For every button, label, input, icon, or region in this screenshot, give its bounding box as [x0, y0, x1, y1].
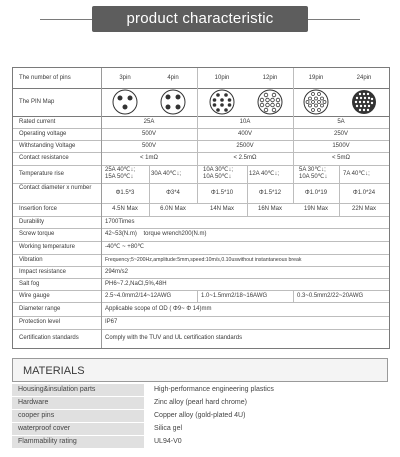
pinmap-12pin-diagram — [255, 87, 285, 117]
temperature-rise-value — [105, 165, 149, 183]
salt-fog-value: PH6~7.2,NaCl,5%,48H — [105, 280, 167, 287]
label-wire-gauge: Wire gauge — [19, 292, 50, 299]
spec-table — [12, 67, 390, 349]
row-insertion-force — [13, 203, 389, 217]
row-screw-torque — [13, 228, 389, 242]
materials-row — [12, 384, 388, 396]
column-divider — [293, 68, 294, 203]
contact-diameter-value: Φ1.5*10 — [210, 189, 234, 196]
operating-voltage-value: 400V — [237, 130, 252, 137]
contact-diameter-value: Φ1.5*12 — [258, 189, 282, 196]
row-contact-resistance — [13, 152, 389, 166]
material-value: Zinc alloy (pearl hard chrome) — [154, 399, 247, 406]
contact-resistance-value: < 1mΩ — [140, 155, 158, 161]
insertion-force-value: 14N Max — [209, 206, 234, 212]
material-part: Hardware — [12, 397, 144, 409]
insertion-force-value: 16N Max — [257, 206, 282, 212]
materials-row — [12, 397, 388, 409]
withstanding-voltage-value: 2500V — [236, 142, 254, 149]
temperature-rise-value — [343, 165, 389, 183]
column-divider — [149, 165, 150, 216]
pinmap-24pin — [339, 88, 389, 116]
materials-row — [12, 436, 388, 448]
pin-count: 10pin — [214, 74, 230, 81]
pin-count: 4pin — [167, 74, 179, 81]
contact-diameter-value: Φ1.0*24 — [352, 189, 376, 196]
pinmap-19pin — [293, 88, 339, 116]
page-title: product characteristic — [126, 10, 274, 27]
label-rated-current: Rated current — [19, 118, 56, 125]
pinmap-10pin — [197, 88, 247, 116]
label-certification: Certification standards — [19, 335, 79, 341]
temperature-rise-line: 30A 40℃↓; — [151, 170, 182, 177]
rated-current-value: 10A — [239, 118, 251, 125]
pin-count: 19pin — [308, 74, 324, 81]
column-divider — [293, 290, 294, 302]
materials-section — [12, 358, 388, 449]
label-operating-voltage: Operating voltage — [19, 130, 67, 137]
impact-resistance-value: 294m/s2 — [105, 268, 129, 275]
label-contact-diameter: Contact diameter x number — [19, 185, 92, 191]
temperature-rise-value — [151, 165, 197, 183]
materials-row — [12, 410, 388, 422]
pinmap-4pin — [149, 88, 197, 116]
material-part: cooper pins — [12, 410, 144, 422]
label-impact-resistance: Impact resistance — [19, 268, 67, 275]
material-part: Housing&insulation parts — [12, 384, 144, 396]
contact-resistance-value: < 5mΩ — [332, 155, 350, 161]
insertion-force-value: 19N Max — [303, 206, 328, 212]
materials-row — [12, 423, 388, 435]
material-value: High-performance engineering plastics — [154, 386, 274, 393]
screw-torque-value: 42~53(N.m) torque wrench200(N.m) — [105, 231, 207, 237]
temperature-rise-line: 5A 30℃↓; — [299, 167, 326, 173]
temperature-rise-line: 12A 40℃↓; — [249, 170, 280, 177]
column-divider — [247, 165, 248, 216]
row-protection-level — [13, 316, 389, 330]
row-pins — [13, 68, 389, 89]
pinmap-24pin-diagram — [349, 87, 379, 117]
pinmap-4pin-diagram — [158, 87, 188, 117]
label-working-temperature: Working temperature — [19, 244, 75, 250]
withstanding-voltage-value: 500V — [141, 142, 156, 149]
insertion-force-value: 6.0N Max — [160, 206, 186, 212]
material-value: Copper alloy (gold-plated 4U) — [154, 412, 246, 419]
row-working-temperature — [13, 241, 389, 255]
row-contact-diameter — [13, 183, 389, 204]
durability-value: 1700Times — [105, 218, 135, 225]
column-divider — [197, 68, 198, 203]
row-diameter-range — [13, 302, 389, 317]
label-diameter-range: Diameter range — [19, 305, 61, 312]
row-certification — [13, 329, 389, 349]
label-pins: The number of pins — [19, 74, 71, 81]
banner-line-left — [40, 19, 92, 20]
material-value: UL94-V0 — [154, 438, 182, 445]
rated-current-value: 25A — [143, 118, 155, 125]
column-divider — [101, 68, 102, 348]
pin-count: 24pin — [356, 74, 372, 81]
label-contact-resistance: Contact resistance — [19, 155, 69, 161]
label-insertion-force: Insertion force — [19, 206, 58, 212]
column-divider — [339, 165, 340, 216]
materials-title: MATERIALS — [12, 358, 388, 382]
pinmap-19pin-diagram — [301, 87, 331, 117]
temperature-rise-line: 7A 40℃↓; — [343, 170, 370, 177]
pinmap-12pin — [247, 88, 293, 116]
temperature-rise-value — [299, 165, 339, 183]
pin-count: 12pin — [262, 74, 278, 81]
working-temperature-value: -40℃ ~ +80℃ — [105, 244, 145, 250]
temperature-rise-value — [249, 165, 293, 183]
temperature-rise-line: 10A 30℃↓; — [203, 167, 234, 173]
protection-level-value: IP67 — [105, 319, 118, 325]
material-value: Silica gel — [154, 425, 183, 432]
page-title-banner — [92, 6, 308, 32]
wire-gauge-value: 0.3~0.5mm2/22~20AWG — [297, 292, 364, 299]
insertion-force-value: 22N Max — [351, 206, 376, 212]
label-screw-torque: Screw torque — [19, 231, 55, 237]
withstanding-voltage-value: 1500V — [332, 142, 350, 149]
pin-count: 3pin — [119, 74, 131, 81]
material-part: Flammability rating — [12, 436, 144, 448]
rated-current-value: 5A — [337, 118, 345, 125]
label-durability: Durability — [19, 218, 45, 225]
label-temperature-rise: Temperature rise — [19, 170, 65, 177]
pinmap-10pin-diagram — [207, 87, 237, 117]
wire-gauge-value: 2.5~4.0mm2/14~12AWG — [105, 292, 172, 299]
label-salt-fog: Salt fog — [19, 280, 40, 287]
temperature-rise-line: 25A 40℃↓; — [105, 167, 136, 173]
row-temperature-rise — [13, 165, 389, 184]
banner-line-right — [308, 19, 360, 20]
operating-voltage-value: 250V — [333, 130, 348, 137]
label-vibration: Vibration — [19, 256, 43, 263]
row-pinmap — [13, 88, 389, 117]
operating-voltage-value: 500V — [141, 130, 156, 137]
contact-diameter-value: Φ1.0*19 — [304, 189, 328, 196]
diameter-range-value: Applicable scope of OD ( Φ9~ Φ 14)mm — [105, 305, 212, 312]
temperature-rise-line: 10A 50℃↓ — [203, 174, 232, 180]
contact-diameter-value: Φ1.5*3 — [115, 189, 135, 196]
insertion-force-value: 4.5N Max — [112, 206, 138, 212]
column-divider — [197, 290, 198, 302]
vibration-value: Frequency;5~200Hz,amplitude:5mm,speed:10m/s,0.10uswithout instantaneous break — [105, 256, 302, 263]
label-protection-level: Protection level — [19, 319, 61, 325]
temperature-rise-line: 15A 50℃↓ — [105, 174, 134, 180]
pinmap-3pin — [101, 88, 149, 116]
temperature-rise-value — [203, 165, 247, 183]
material-part: waterproof cover — [12, 423, 144, 435]
label-pinmap: The PIN Map — [19, 98, 55, 105]
wire-gauge-value: 1.0~1.5mm2/18~16AWG — [201, 292, 268, 299]
pinmap-3pin-diagram — [110, 87, 140, 117]
certification-value: Comply with the TUV and UL certification standards — [105, 335, 243, 341]
contact-diameter-value: Φ3*4 — [166, 189, 180, 196]
temperature-rise-line: 10A 50℃↓ — [299, 174, 328, 180]
contact-resistance-value: < 2.5mΩ — [233, 155, 257, 161]
label-withstanding-voltage: Withstanding Voltage — [19, 142, 76, 149]
